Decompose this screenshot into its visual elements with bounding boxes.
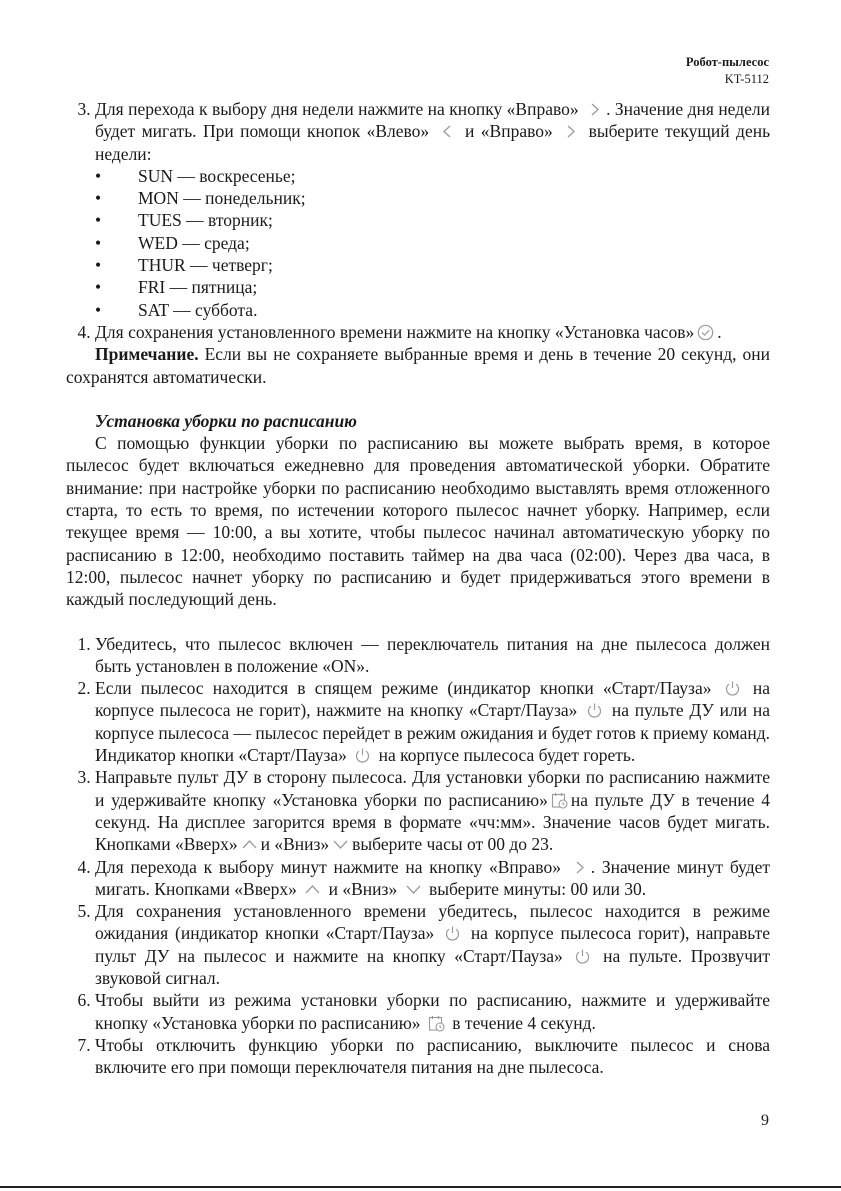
schedule-step-5 — [95, 900, 770, 989]
step3-text-c: и «Вправо» — [465, 121, 553, 142]
chevron-down-icon — [405, 881, 422, 898]
note-text: Если вы не сохраняете выбранные время и день в течение 20 секунд, они сохранятся автоматически. — [66, 344, 770, 387]
step3-text-a: Для перехода к выбору дня недели нажмите на кнопку «Вправо» — [95, 99, 579, 119]
schedule-steps — [66, 633, 770, 1079]
weekday-item: • FRI — пятница; — [95, 276, 770, 298]
page-number: 9 — [761, 1112, 769, 1129]
weekday-item: • THUR — четверг; — [95, 254, 770, 276]
s4-text-d: выберите минуты: 00 или 30. — [428, 878, 647, 899]
spacer — [66, 611, 770, 633]
check-circle-icon — [697, 324, 714, 341]
s2-text-d: на корпусе пылесоса будет гореть. — [378, 745, 636, 766]
page-header — [686, 54, 769, 88]
s5-text-b: на корпусе пылесоса горит), направьте пульт ДУ на пылесос и нажмите на кнопку «Старт/Пауза» — [95, 923, 771, 966]
s2-text-c: на пульте ДУ или на корпусе пылесоса — пылесос перейдет в режим ожидания и будет готов к приему команд. Индикатор кнопки «Старт/Пауза» — [95, 700, 771, 766]
power-icon — [354, 747, 371, 764]
s4-text-c: и «Вниз» — [328, 878, 398, 899]
chevron-down-icon — [332, 836, 349, 853]
weekday-item: • SUN — воскресенье; — [95, 165, 770, 187]
s5-text-a: Для сохранения установленного времени убедитесь, пылесос находится в режиме ожидания (индикатор кнопки «Старт/Пауза» — [95, 901, 770, 944]
power-icon — [574, 948, 591, 965]
footer-rule — [0, 1186, 841, 1188]
s4-text-a: Для перехода к выбору минут нажмите на кнопку «Вправо» — [95, 856, 561, 877]
section-paragraph: С помощью функции уборки по расписанию вы можете выбрать время, в которое пылесос будет включаться ежедневно для проведения автоматической уборки. Обратите внимание: при настройке уборки по расписанию необходимо выставлять время отложенного старта, то есть то время, по истечении которого пылесос начнет уборку. Например, если текущее время — 10:00, а вы хотите, чтобы пылесос начинал автоматическую уборку по расписанию в 12:00, необходимо поставить таймер на два часа (02:00). Через два часа, в 12:00, пылесос начнет уборку по расписанию и будет придерживаться этого времени в каждый последующий день. — [66, 433, 770, 610]
note-label: Примечание. — [95, 344, 199, 365]
weekday-item: • MON — понедельник; — [95, 187, 770, 209]
s3-text-a: Направьте пульт ДУ в сторону пылесоса. Для установки уборки по расписанию нажмите и удерживайте кнопку «Установка уборки по расписанию» — [95, 767, 770, 810]
schedule-step-3 — [95, 766, 770, 855]
chevron-right-icon — [562, 123, 579, 140]
s2-text-b: на корпусе пылесоса не горит), нажмите на кнопку «Старт/Пауза» — [95, 678, 771, 721]
chevron-left-icon — [439, 123, 456, 140]
schedule-step-4 — [95, 856, 770, 901]
schedule-step-7: 7. Чтобы отключить функцию уборки по расписанию, выключите пылесос и снова включите его при помощи переключателя питания на дне пылесоса. — [95, 1034, 770, 1079]
calendar-clock-icon — [428, 1015, 445, 1032]
note-paragraph — [66, 343, 770, 388]
schedule-step-1: 1. Убедитесь, что пылесос включен — переключатель питания на дне пылесоса должен быть установлен в положение «ON». — [95, 633, 770, 678]
chevron-up-icon — [241, 836, 258, 853]
step-save-time — [95, 321, 770, 343]
power-icon — [724, 680, 741, 697]
chevron-right-icon — [586, 101, 603, 118]
s3-text-b: на пульте ДУ в течение 4 секунд. На дисплее загорится время в формате «чч:мм». Значение часов будет мигать. Кнопками «Вверх» — [95, 789, 770, 855]
s2-text-a: Если пылесос находится в спящем режиме (индикатор кнопки «Старт/Пауза» — [95, 678, 712, 699]
power-icon — [444, 925, 461, 942]
s6-text-b: в течение 4 секунд. — [452, 1012, 596, 1033]
calendar-clock-icon — [551, 792, 568, 809]
chevron-right-icon — [571, 859, 588, 876]
weekday-item: • SAT — суббота. — [95, 299, 770, 321]
power-icon — [586, 702, 603, 719]
schedule-step-6 — [95, 989, 770, 1034]
header-title: Робот-пылесос — [685, 55, 769, 69]
section-title: Установка уборки по расписанию — [95, 410, 357, 431]
s3-text-c: и «Вниз» — [260, 834, 330, 855]
day-setting-steps — [66, 98, 770, 343]
s5-text-c: на пульте. Прозвучит звуковой сигнал. — [95, 945, 771, 988]
chevron-up-icon — [304, 881, 321, 898]
step4-text-a: Для сохранения установленного времени нажмите на кнопку «Установка часов» — [95, 321, 695, 342]
step-select-day — [95, 98, 770, 321]
header-model: KT-5112 — [724, 72, 769, 86]
s3-text-d: выберите часы от 00 до 23. — [352, 834, 554, 855]
schedule-step-2 — [95, 677, 770, 766]
weekday-list — [95, 165, 770, 321]
page-content — [66, 98, 770, 1078]
s4-text-b: . Значение минут будет мигать. Кнопками «Вверх» — [95, 856, 771, 899]
step3-text-d: выберите текущий день недели: — [95, 121, 771, 164]
step3-text-b: . Значение дня недели будет мигать. При помощи кнопок «Влево» — [95, 99, 770, 142]
step4-text-b: . — [717, 321, 722, 342]
weekday-item: • TUES — вторник; — [95, 209, 770, 231]
weekday-item: • WED — среда; — [95, 232, 770, 254]
s6-text-a: Чтобы выйти из режима установки уборки по расписанию, нажмите и удерживайте кнопку «Установка уборки по расписанию» — [95, 990, 770, 1033]
